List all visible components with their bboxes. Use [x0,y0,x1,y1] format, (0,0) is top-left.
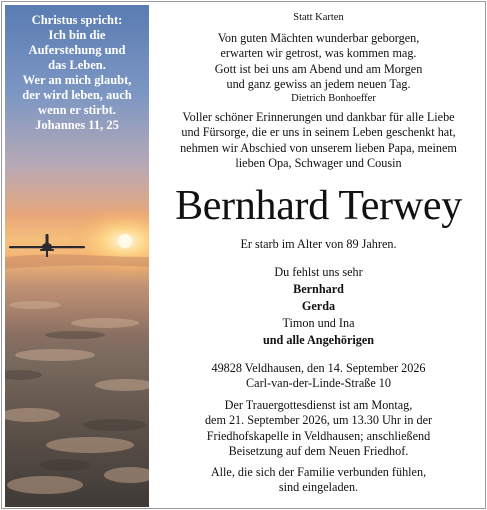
closing [152,465,485,496]
verse-line: Wer an mich glaubt, [22,73,132,87]
intro-line: und Fürsorge, die er uns in seinem Leben geschenkt hat, [181,125,456,140]
intro-line: lieben Opa, Schwager und Cousin [235,155,402,170]
verse-line: Auferstehung und [28,43,126,57]
verse-line: Ich bin die [48,28,106,42]
sidebar-image [5,5,149,507]
service-line: dem 21. September 2026, um 13.30 Uhr in der [204,413,433,428]
mourners-intro: Du fehlst uns sehr [274,265,363,279]
bible-verse [5,13,149,133]
verse-line: der wird leben, auch [22,88,132,102]
verse-line: das Leben. [48,58,106,72]
verse-line: Christus spricht: [31,13,123,27]
deceased-name: Bernhard Terwey [175,183,462,229]
closing-line: sind eingeladen. [278,480,359,495]
intro-line: nehmen wir Abschied von unserem lieben Papa, meinem [180,140,457,155]
intro-line: Voller schöner Erinnerungen und dankbar für alle Liebe [182,110,455,124]
service-line: Der Trauergottesdienst ist am Montag, [224,398,413,412]
address [152,361,485,392]
service-line: Beisetzung auf dem Neuen Friedhof. [228,443,409,458]
verse-line: wenn er stirbt. [38,103,116,117]
mourner-name: Gerda [301,299,336,313]
address-line: 49828 Veldhausen, den 14. September 2026 [211,361,426,375]
closing-line: Alle, die sich der Familie verbunden fühlen, [210,465,427,479]
mourners [152,264,485,349]
obituary-card [1,1,486,509]
verse-reference: Johannes 11, 25 [35,118,119,132]
mourner-name: Timon und Ina [282,316,355,330]
intro-paragraph [152,110,485,171]
poem-author: Dietrich Bonhoeffer [291,93,376,105]
poem-line: Von guten Mächten wunderbar geborgen, [217,31,420,45]
poem-line: und ganz gewiss an jedem neuen Tag. [226,76,411,91]
poem-line: erwarten wir getrost, was kommen mag. [220,46,417,61]
service-line: Friedhofskapelle in Veldhausen; anschließend [206,428,431,443]
mourner-name: Bernhard [293,282,344,296]
address-line: Carl-van-der-Linde-Straße 10 [246,376,391,391]
heading-statt-karten: Statt Karten [293,12,344,23]
poem [152,31,485,105]
service-info [152,398,485,459]
mourner-name: und alle Angehörigen [262,333,375,347]
poem-line: Gott ist bei uns am Abend und am Morgen [214,61,423,76]
age-line: Er starb im Alter von 89 Jahren. [240,237,397,251]
